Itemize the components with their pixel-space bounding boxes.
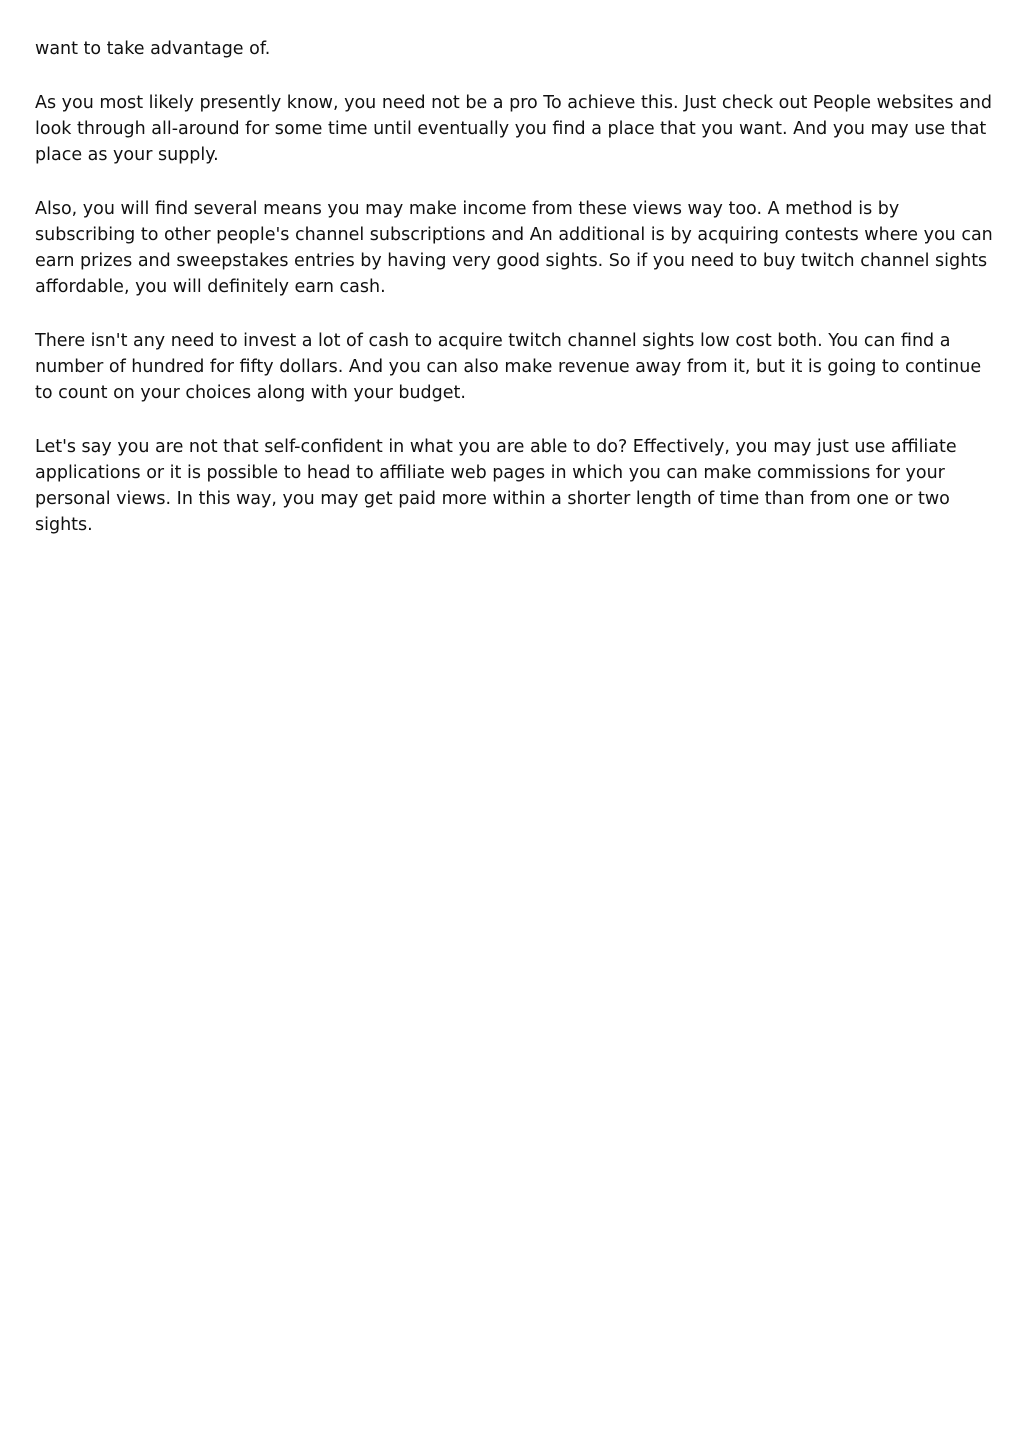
paragraph-5: Let's say you are not that self-confident in what you are able to do? Effectively, you may just use affiliate applications or it is possible to head to affiliate web pages in which you can make commissions for your personal views. In this way, you may get paid more within a shorter length of time than from one or two sights.	[35, 437, 957, 535]
paragraph-3: Also, you will find several means you may make income from these views way too. A method is by subscribing to other people's channel subscriptions and An additional is by acquiring contests where you can earn prizes and sweepstakes entries by having very good sights. So if you need to buy twitch channel sights affordable, you will definitely earn cash.	[35, 199, 993, 297]
paragraph-2: As you most likely presently know, you need not be a pro To achieve this. Just check out People websites and look through all-around for some time until eventually you find a place that you want. And you may use that place as your supply.	[35, 93, 992, 165]
paragraph-1: want to take advantage of.	[35, 39, 271, 59]
paragraph-4: There isn't any need to invest a lot of cash to acquire twitch channel sights low cost both. You can find a number of hundred for fifty dollars. And you can also make revenue away from it, but it is going to continue to count on your choices along with your budget.	[35, 331, 982, 403]
article-body	[35, 36, 995, 566]
